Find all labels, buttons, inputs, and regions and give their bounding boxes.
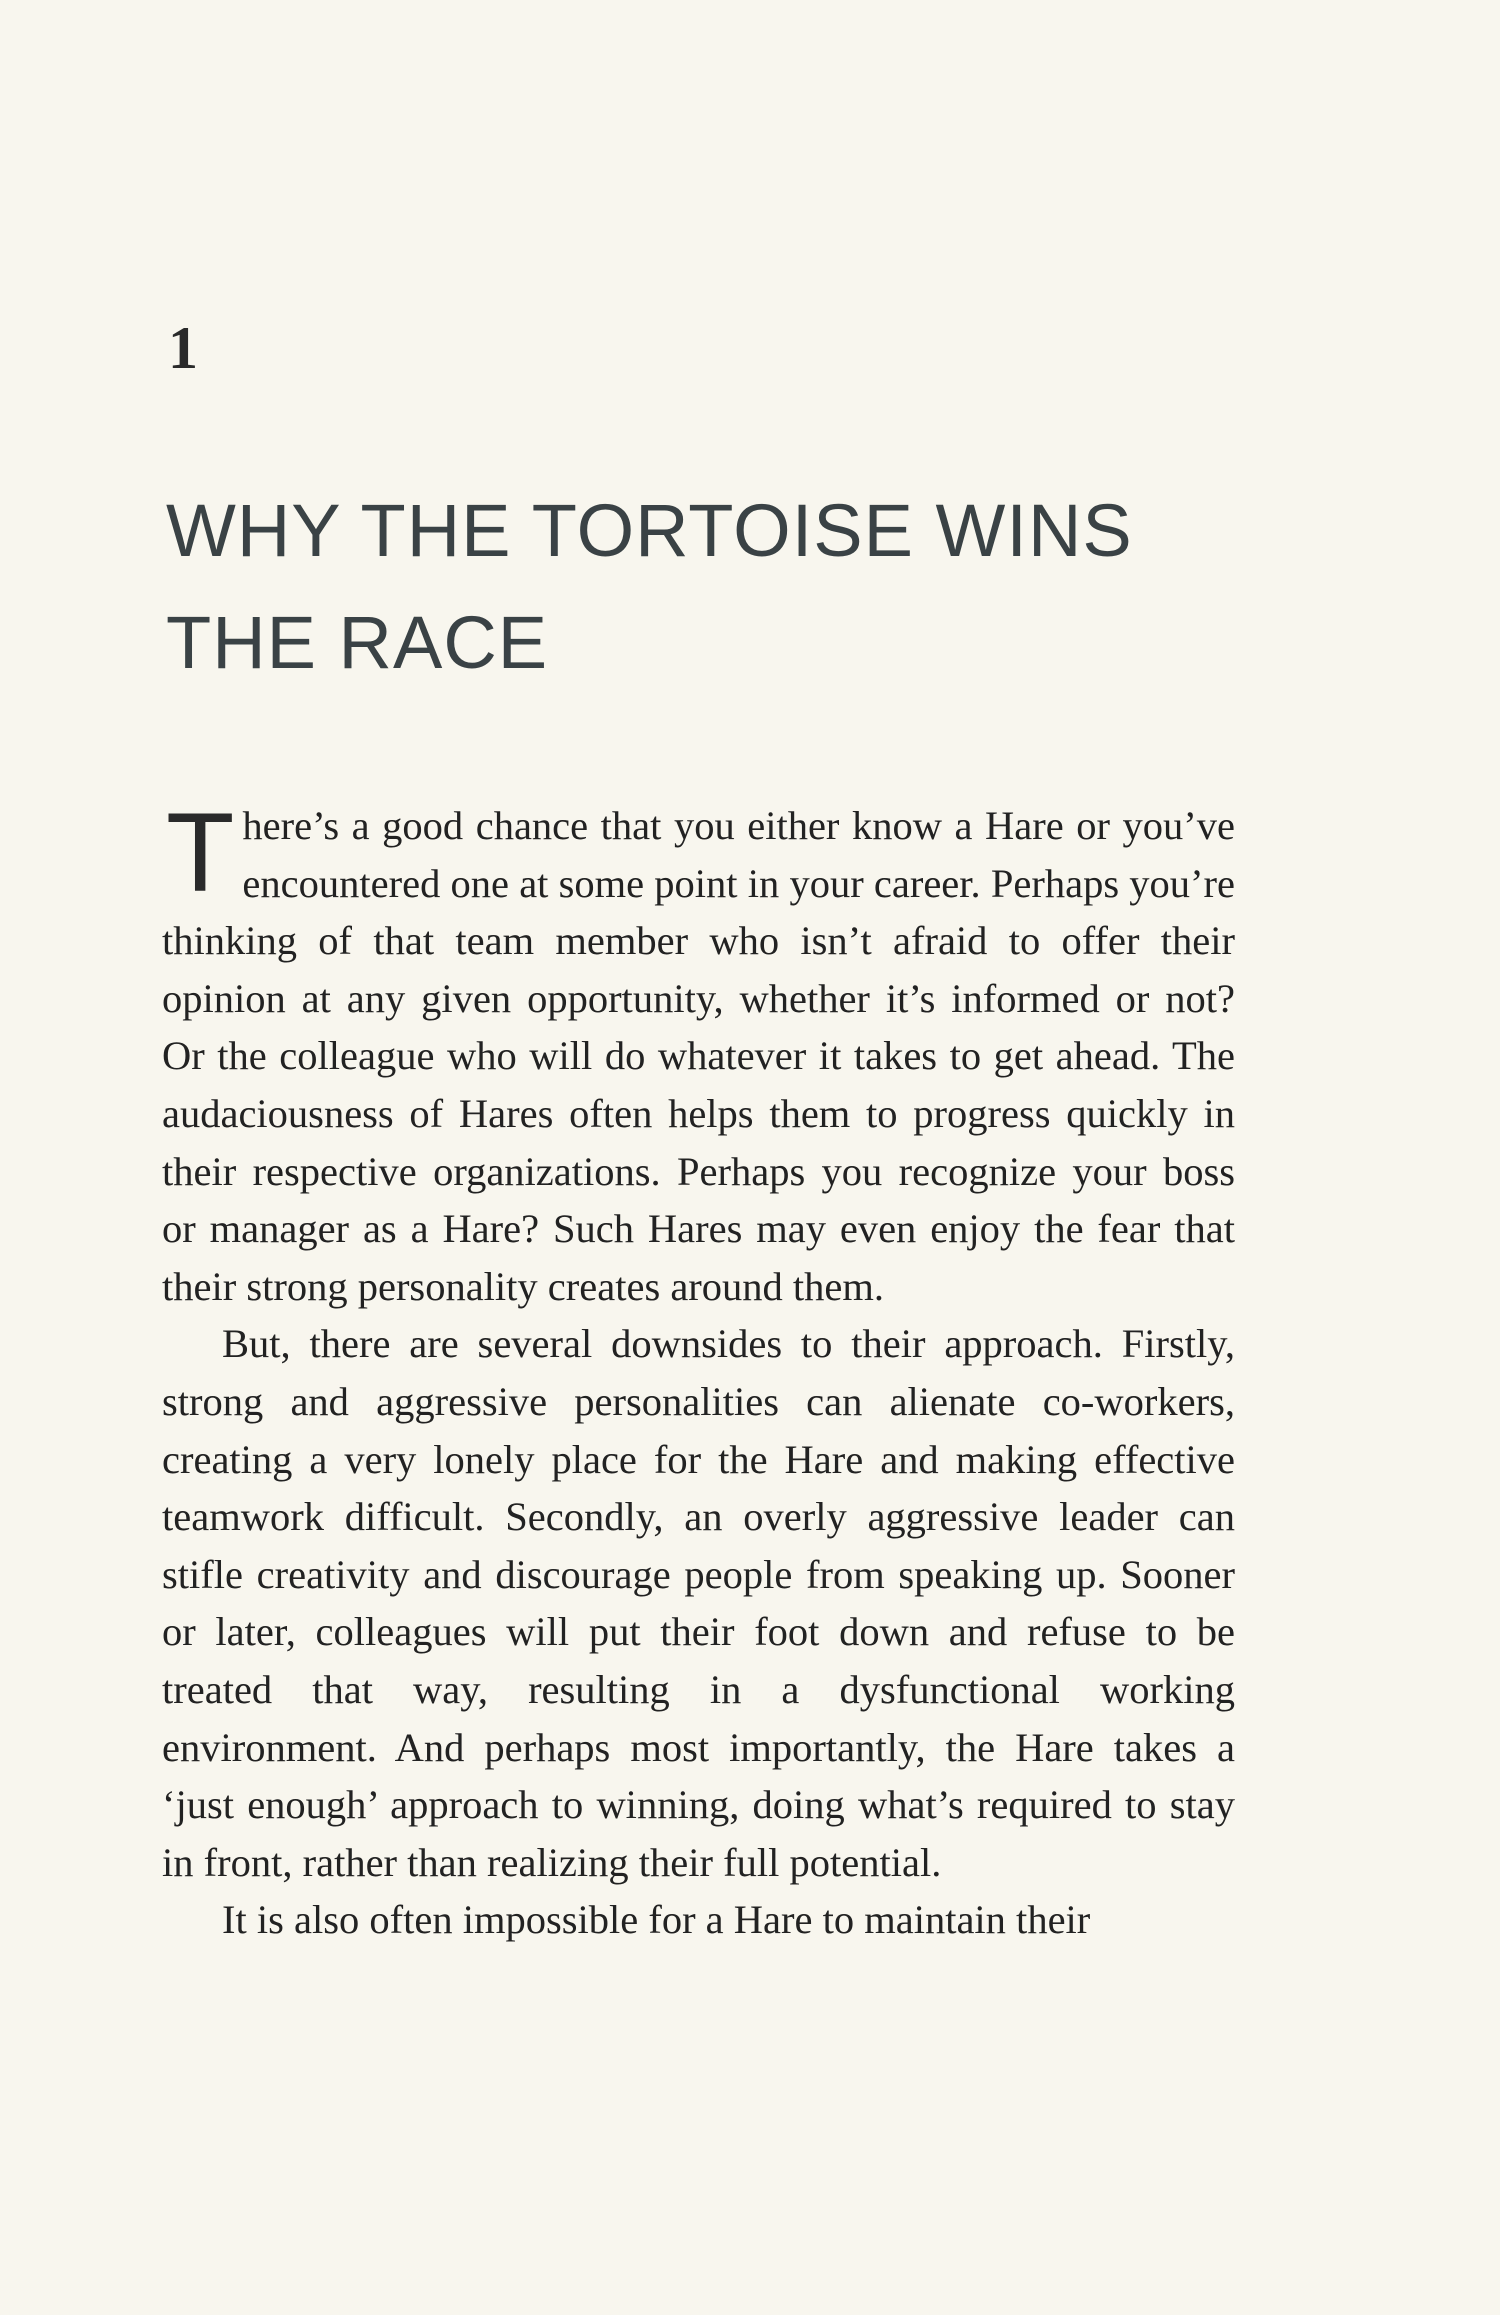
paragraph-1 bbox=[162, 790, 1235, 1315]
chapter-number: 1 bbox=[168, 315, 198, 381]
chapter-body bbox=[162, 790, 1235, 1949]
paragraph-2: But, there are several downsides to their approach. Firstly, strong and aggressive personalities can alienate co-workers, creating a very lonely place for the Hare and making effective teamwork difficult. Secondly, an overly aggressive leader can stifle creativity and discourage people from speaking up. Sooner or later, colleagues will put their foot down and refuse to be treated that way, resulting in a dysfunctional working environment. And perhaps most importantly, the Hare takes a ‘just enough’ approach to winning, doing what’s required to stay in front, rather than realizing their full potential. bbox=[162, 1321, 1235, 1885]
paragraph-3: It is also often impossible for a Hare to maintain their bbox=[222, 1897, 1091, 1943]
drop-cap: T bbox=[166, 790, 235, 915]
chapter-title: WHY THE TORTOISE WINS THE RACE bbox=[166, 489, 1133, 684]
paragraph-1-text: here’s a good chance that you either know a Hare or you’ve encountered one at some point in your career. Perhaps you’re thinking of that team member who isn’t afraid to offer their opinion at any given opportunity, whether it’s informed or not? Or the colleague who will do whatever it takes to get ahead. The audaciousness of Hares often helps them to progress quickly in their respective organizations. Perhaps you recognize your boss or manager as a Hare? Such Hares may even enjoy the fear that their strong personality creates around them. bbox=[162, 803, 1235, 1309]
